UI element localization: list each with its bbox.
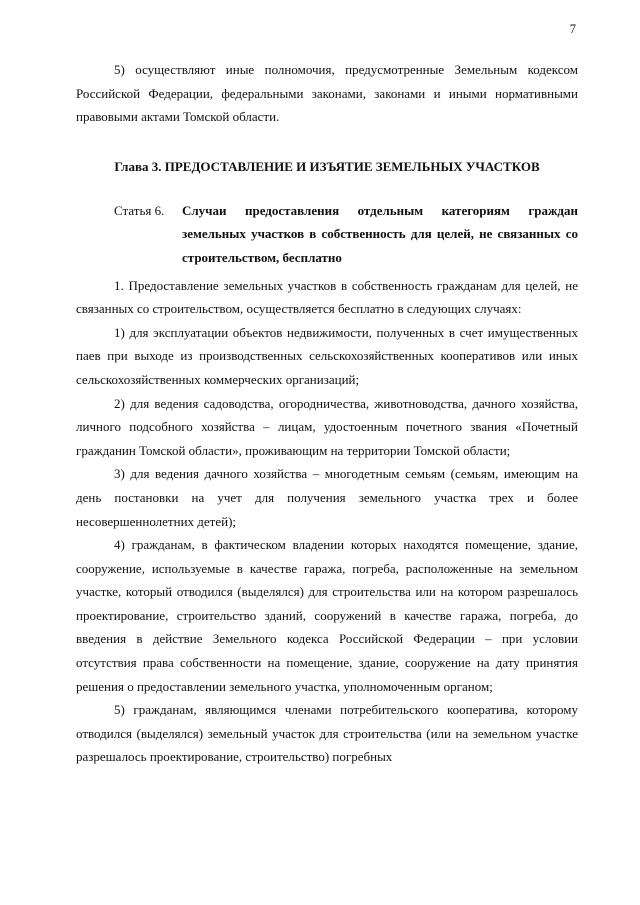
paragraph-1: 1. Предоставление земельных участков в собственность гражданам для целей, не связанных со строительством, осуществляется бесплатно в следующих случаях: xyxy=(76,277,578,317)
intro-paragraph: 5) осуществляют иные полномочия, предусмотренные Земельным кодексом Российской Федерации, федеральными законами, законами и иными нормативными правовыми актами Томской области. xyxy=(76,62,578,125)
article-heading xyxy=(76,199,578,270)
paragraph-item-3: 3) для ведения дачного хозяйства – многодетным семьям (семьям, имеющим на день постановки на учет для получения земельного участка трех и более несовершеннолетних детей); xyxy=(76,466,578,529)
page-number: 7 xyxy=(569,22,576,36)
article-title: Случаи предоставления отдельным категориям граждан земельных участков в собственность для целей, не связанных со строительством, бесплатно xyxy=(182,202,578,265)
paragraph-item-1: 1) для эксплуатации объектов недвижимости, полученных в счет имущественных паев при выходе из производственных сельскохозяйственных кооперативов или иных сельскохозяйственных коммерческих организаций; xyxy=(76,324,578,387)
document-body xyxy=(76,58,578,769)
paragraph-item-5: 5) гражданам, являющимся членами потребительского кооператива, которому отводился (выделялся) земельный участок для строительства (или на земельном участке разрешалось проектирование, строительство) погребных xyxy=(76,702,578,765)
article-label: Статья 6. xyxy=(114,202,165,218)
paragraph-item-4: 4) гражданам, в фактическом владении которых находятся помещение, здание, сооружение, используемые в качестве гаража, погреба, расположенные на земельном участке, который отводился (выделялся) для строительства или на котором разрешалось проектирование, строительство зданий, сооружений в качестве гаража, погреба, до введения в действие Земельного кодекса Российской Федерации – при условии отсутствия права собственности на помещение, здание, сооружение на дату принятия решения о предоставлении земельного участка, уполномоченным органом; xyxy=(76,537,578,694)
chapter-title: Глава 3. ПРЕДОСТАВЛЕНИЕ И ИЗЪЯТИЕ ЗЕМЕЛЬНЫХ УЧАСТКОВ xyxy=(114,158,540,174)
paragraph-item-2: 2) для ведения садоводства, огородничества, животноводства, дачного хозяйства, личного подсобного хозяйства – лицам, удостоенным почетного звания «Почетный гражданин Томской области», проживающим на территории Томской области; xyxy=(76,395,578,458)
